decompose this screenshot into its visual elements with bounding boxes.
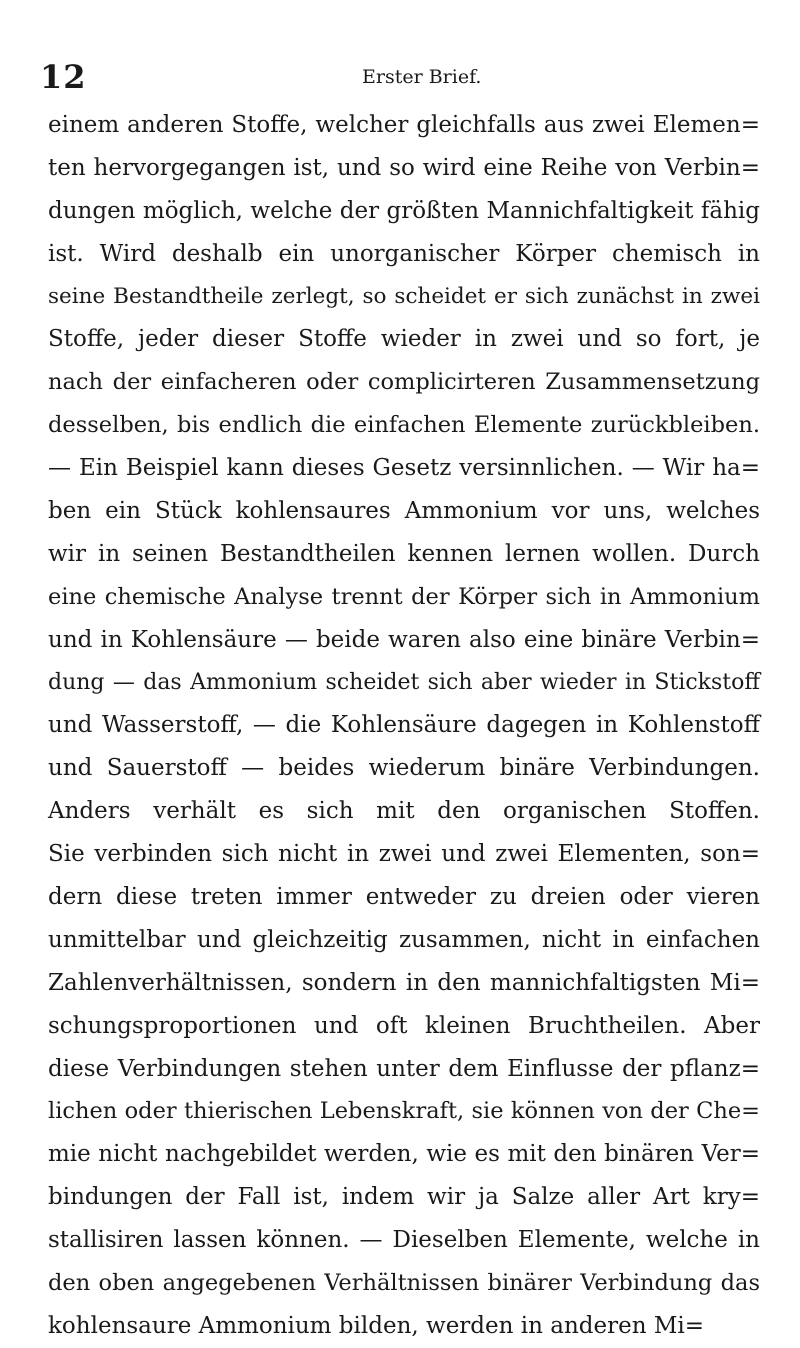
text-line: ten hervorgegangen ist, und so wird eine Reihe von Verbin=	[48, 154, 760, 181]
text-line: dungen möglich, welche der größten Mannichfaltigkeit fähig	[48, 197, 760, 224]
text-line: kohlensaure Ammonium bilden, werden in anderen Mi=	[48, 1312, 705, 1339]
text-line: schungsproportionen und oft kleinen Bruchtheilen. Aber	[48, 1012, 760, 1039]
text-line: unmittelbar und gleichzeitig zusammen, nicht in einfachen	[48, 926, 760, 953]
page-header	[40, 58, 760, 98]
body-text	[48, 104, 760, 1348]
text-line: Anders verhält es sich mit den organischen Stoffen.	[48, 798, 760, 825]
text-line: und Sauerstoff — beides wiederum binäre Verbindungen.	[48, 755, 760, 782]
text-line: Zahlenverhältnissen, sondern in den mannichfaltigsten Mi=	[48, 969, 760, 996]
running-head: Erster Brief.	[362, 66, 482, 88]
text-line: wir in seinen Bestandtheilen kennen lernen wollen. Durch	[48, 540, 760, 567]
text-line: ist. Wird deshalb ein unorganischer Körper chemisch in	[48, 240, 760, 267]
text-line: und Wasserstoff, — die Kohlensäure dagegen in Kohlenstoff	[48, 712, 760, 739]
text-line: Stoffe, jeder dieser Stoffe wieder in zwei und so fort, je	[48, 326, 760, 353]
text-line: einem anderen Stoffe, welcher gleichfalls aus zwei Elemen=	[48, 112, 760, 138]
text-line: und in Kohlensäure — beide waren also eine binäre Verbin=	[48, 626, 760, 653]
text-line: Sie verbinden sich nicht in zwei und zwei Elementen, son=	[48, 841, 760, 868]
text-line: mie nicht nachgebildet werden, wie es mit den binären Ver=	[48, 1141, 760, 1168]
text-line: — Ein Beispiel kann dieses Gesetz versinnlichen. — Wir ha=	[48, 455, 760, 482]
text-line: desselben, bis endlich die einfachen Elemente zurückbleiben.	[48, 412, 760, 439]
text-line: bindungen der Fall ist, indem wir ja Salze aller Art kry=	[48, 1184, 760, 1211]
text-line: dern diese treten immer entweder zu dreien oder vieren	[48, 884, 760, 911]
text-line: den oben angegebenen Verhältnissen binärer Verbindung das	[48, 1270, 760, 1297]
text-line: diese Verbindungen stehen unter dem Einflusse der pflanz=	[48, 1055, 760, 1082]
text-line: eine chemische Analyse trennt der Körper sich in Ammonium	[48, 583, 760, 610]
text-line: dung — das Ammonium scheidet sich aber wieder in Stickstoff	[48, 669, 760, 695]
text-line: ben ein Stück kohlensaures Ammonium vor uns, welches	[48, 498, 760, 525]
text-line: seine Bestandtheile zerlegt, so scheidet er sich zunächst in zwei	[48, 283, 760, 309]
page-number: 12	[40, 58, 87, 96]
text-line: stallisiren lassen können. — Dieselben Elemente, welche in	[48, 1227, 760, 1254]
text-line: lichen oder thierischen Lebenskraft, sie können von der Che=	[48, 1098, 760, 1125]
text-line: nach der einfacheren oder complicirteren Zusammensetzung	[48, 369, 760, 396]
